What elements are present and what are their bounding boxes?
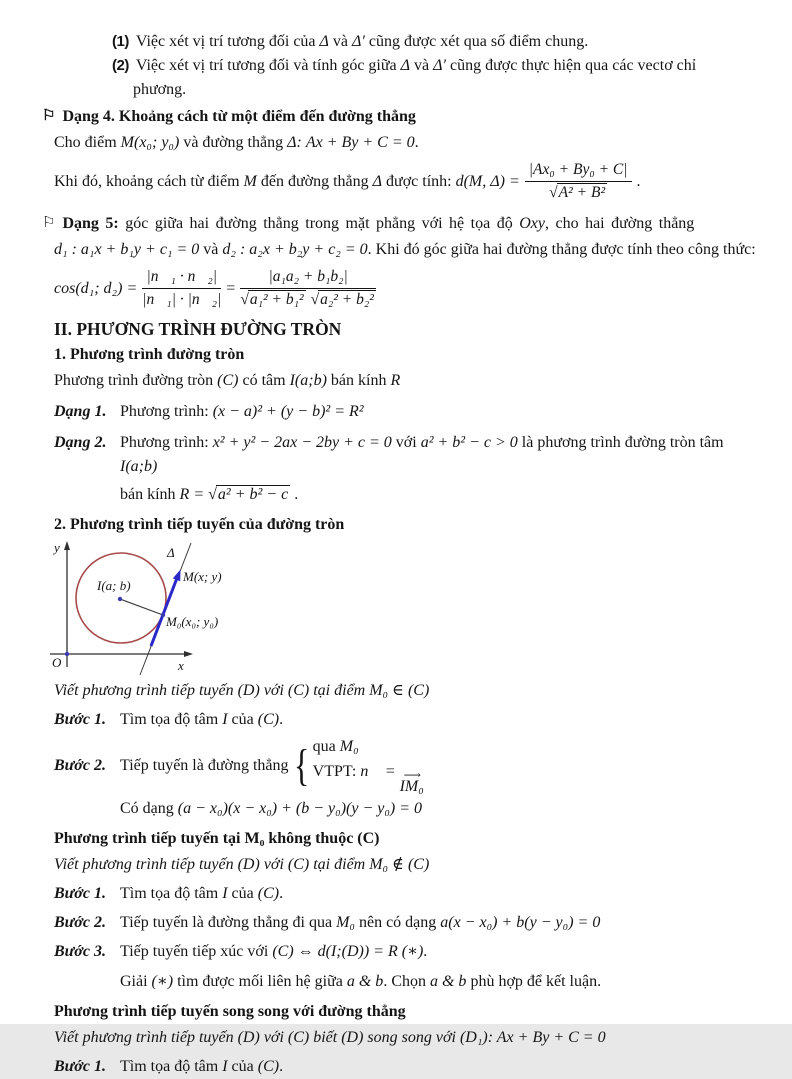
text-run: M(x₀; y₀) (120, 134, 180, 151)
cos-angle-formula (54, 266, 762, 311)
heading-dang-4-text: Dạng 4. Khoảng cách từ một điểm đến đường thẳng (62, 108, 416, 125)
text-run: qua (312, 738, 340, 755)
x-axis-arrow-icon (184, 651, 193, 657)
tangent-at-intro: Viết phương trình tiếp tuyến (D) với (C) tại điểm M₀ ∈ (C) (54, 682, 430, 699)
heading-circle-equation: 1. Phương trình đường tròn (54, 346, 245, 363)
fraction-denominator (240, 289, 376, 310)
text-run: R = (179, 486, 209, 503)
text-run: , cho hai đường thẳng (544, 215, 695, 232)
text-run: R (390, 372, 401, 389)
text-run: d(M, Δ) = (455, 172, 520, 190)
dang5-line-2 (54, 238, 762, 262)
text-run: và (410, 57, 434, 74)
radius-segment (120, 599, 163, 615)
text-run: Phương trình đường tròn (54, 372, 218, 389)
dang1-formula (120, 400, 364, 424)
text-run: của (227, 885, 258, 902)
text-run: I(a;b) (289, 372, 327, 389)
text-run: (C) (257, 1058, 280, 1075)
step-text (120, 882, 762, 906)
text-run: cũng được thực hiện qua các vectơ chỉ (446, 57, 697, 74)
text-run: Tiếp tuyến tiếp xúc với (120, 943, 273, 960)
text-run: phù hợp để kết luận. (466, 973, 602, 990)
text-run: (C) (257, 885, 280, 902)
step-row (54, 911, 762, 935)
text-run: VTPT: (312, 763, 361, 780)
text-run: đến đường thẳng (256, 172, 373, 190)
text-run: (a − x₀)(x − x₀) + (b − y₀)(y − y₀) = 0 (177, 800, 423, 817)
fraction-numerator: |a₁a₂ + b₁b₂| (240, 267, 376, 289)
heading-tangent-outside: Phương trình tiếp tuyến tại M₀ không thuộc (C) (54, 830, 380, 847)
sqrt-sign: √ (549, 184, 558, 201)
text-run: cũng được xét qua số điểm chung. (364, 33, 589, 50)
text-run: Δ (372, 172, 383, 190)
text-run: Giải (120, 973, 152, 990)
sqrt-sign: √ (208, 486, 217, 503)
sqrt-radicand: a₂² + b₂² (320, 291, 374, 308)
text-run: (C) (217, 372, 239, 389)
radius-period: . (290, 486, 299, 503)
step-text (120, 911, 762, 935)
flag-icon: ⚐ (42, 215, 56, 231)
system-brace: { (293, 740, 309, 790)
dang1-label: Dạng 1. (54, 403, 107, 420)
text-run: M₀ (336, 914, 355, 931)
step-text (120, 940, 762, 964)
delta-label: Δ (167, 545, 175, 560)
solve-note-line (54, 970, 762, 994)
dang2-row (54, 431, 762, 479)
text-run: n⃗ = (360, 763, 400, 780)
vector-IM0: ⟶ IM₀ (399, 768, 424, 795)
point-M-label: M(x; y) (183, 569, 222, 584)
text-run: và đường thẳng (179, 134, 288, 151)
text-run: . (279, 885, 284, 902)
text-run: Δ′ (433, 57, 447, 74)
text-run: a & b (346, 973, 384, 990)
cos-lhs: cos(d₁; d₂) = (54, 279, 138, 297)
text-run: . (423, 943, 428, 960)
equals-sign: = (226, 279, 236, 297)
text-run: . (279, 1058, 284, 1075)
tangency-point-M0 (161, 613, 165, 617)
text-run: Cho điểm (54, 134, 121, 151)
text-run: Tìm tọa độ tâm (120, 885, 223, 902)
distance-fraction (525, 160, 632, 203)
tangent-vector-arrow-icon (173, 570, 181, 582)
text-run: I (222, 1058, 228, 1075)
sqrt-sign: √ (310, 291, 320, 308)
step-row (54, 882, 762, 906)
text-run: M₀ (339, 738, 359, 755)
note-2-text (136, 57, 696, 74)
heading-dang-4 (42, 105, 762, 129)
step-label: Bước 3. (54, 943, 106, 960)
fraction-denominator (525, 182, 632, 203)
text-run: (x − a)² + (y − b)² = R² (212, 403, 364, 420)
step-label: Bước 1. (54, 885, 106, 902)
origin-label: O (52, 655, 62, 670)
y-axis-label: y (54, 540, 60, 555)
text-run: Δ′ (352, 33, 365, 50)
text-run: Việc xét vị trí tương đối và tính góc giữa (135, 57, 401, 74)
text-run: Việc xét vị trí tương đối của (135, 33, 320, 50)
sqrt-radicand: a² + b² − c (217, 486, 289, 503)
text-run: Δ (400, 57, 411, 74)
step-row (54, 708, 762, 732)
sqrt-radicand: A² + B² (558, 184, 606, 201)
text-run: d₂ : a₂x + b₂y + c₂ = 0 (222, 241, 368, 258)
step-text (120, 736, 762, 795)
text-run: Tìm tọa độ tâm (120, 1058, 223, 1075)
step-label: Bước 2. (54, 756, 106, 774)
point-M0-label: M₀(x₀; y₀) (166, 614, 219, 629)
vector-arrow-icon: ⟶ (403, 768, 420, 782)
system-line-1 (313, 736, 424, 758)
sqrt-sign: √ (240, 291, 249, 308)
text-run: của (227, 711, 258, 728)
sqrt-radicand: a₁² + b₁² (249, 291, 304, 308)
origin-point (65, 652, 69, 656)
step-label: Bước 1. (54, 711, 106, 728)
heading-dang-5 (42, 212, 762, 236)
dang1-row (54, 400, 762, 424)
note-1-text (136, 33, 588, 50)
text-run: bán kính (120, 486, 180, 503)
y-axis-arrow-icon (64, 541, 70, 550)
text-run: (∗) (151, 973, 174, 990)
text-run: Tìm tọa độ tâm (120, 711, 223, 728)
fraction-numerator: |n⃗₁ · n⃗₂| (142, 267, 221, 289)
step-label: Bước 1. (54, 1058, 106, 1075)
text-run: a² + b² − c > 0 (420, 434, 518, 451)
step-text (120, 708, 762, 732)
text-run: và (328, 33, 353, 50)
text-run: . (279, 711, 284, 728)
flag-icon: ⚐ (42, 108, 56, 124)
text-run: và (199, 241, 223, 258)
tangent-outside-intro: Viết phương trình tiếp tuyến (D) với (C) tại điểm M₀ ∉ (C) (54, 856, 430, 873)
text-run: . (414, 134, 419, 151)
formula-period: . (636, 172, 641, 190)
dang5-line-1 (119, 215, 695, 232)
system-line-2 (313, 761, 424, 795)
text-run: nên có dạng (354, 914, 441, 931)
heading-tangent-parallel: Phương trình tiếp tuyến song song với đường thẳng (54, 1003, 406, 1020)
text-run: I (222, 711, 228, 728)
text-run: Δ (319, 33, 329, 50)
text-run: I (222, 885, 228, 902)
heading-tangent-equation: 2. Phương trình tiếp tuyến của đường tròn (54, 516, 345, 533)
dang2-label: Dạng 2. (54, 434, 107, 451)
circle-tangent-diagram (44, 539, 762, 677)
text-run: góc giữa hai đường thẳng trong mặt phẳng với hệ tọa độ (118, 215, 520, 232)
diagram-svg (44, 539, 324, 677)
system-of-conditions (291, 736, 424, 795)
fraction-denominator: |n⃗₁| · |n⃗₂| (142, 291, 222, 308)
text-run: với (391, 434, 421, 451)
text-run: (C) ⇔ d(I;(D)) = R (∗) (272, 943, 424, 960)
cos-fraction-1 (142, 267, 221, 310)
dang4-formula-lead (54, 170, 520, 194)
text-run: của (227, 1058, 258, 1075)
x-axis-label: x (178, 658, 184, 673)
note-item-2-continuation: phương. (133, 81, 187, 98)
note-2-marker: (2) (112, 57, 129, 74)
text-run: a(x − x₀) + b(y − y₀) = 0 (440, 914, 601, 931)
note-item-1 (54, 30, 762, 54)
step-label: Bước 2. (54, 914, 106, 931)
center-point-I (118, 597, 122, 601)
text-run: Tiếp tuyến là đường thẳng đi qua (120, 914, 337, 931)
text-run: bán kính (326, 372, 391, 389)
step-row (54, 1055, 762, 1079)
dang5-label: Dạng 5: (62, 215, 119, 232)
text-run: có tâm (238, 372, 290, 389)
step-row (54, 736, 762, 795)
text-run: I(a;b) (120, 458, 158, 475)
codang-line (54, 797, 762, 821)
step2-lead: Tiếp tuyến là đường thẳng (120, 756, 289, 774)
text-run: Oxy (519, 215, 545, 232)
heading-section-2: II. PHƯƠNG TRÌNH ĐƯỜNG TRÒN (54, 319, 342, 339)
circle-intro-line (54, 369, 762, 393)
step-text (120, 1055, 762, 1079)
dang4-line-1 (54, 131, 762, 155)
dang2-formula (120, 431, 762, 479)
note-1-marker: (1) (112, 33, 129, 50)
text-run: d₁ : a₁x + b₁y + c₁ = 0 (54, 241, 200, 258)
text-run: . Khi đó góc giữa hai đường thẳng được tính theo công thức: (367, 241, 756, 258)
text-run: Có dạng (120, 800, 178, 817)
text-run: Phương trình: (120, 434, 213, 451)
center-I-label: I(a; b) (97, 578, 131, 593)
text-run: là phương trình đường tròn tâm (517, 434, 724, 451)
cos-fraction-2 (240, 267, 376, 310)
text-run: (C) (257, 711, 280, 728)
text-run: x² + y² − 2ax − 2by + c = 0 (212, 434, 392, 451)
tangent-parallel-intro: Viết phương trình tiếp tuyến (D) với (C) biết (D) song song với (D₁): Ax + By + C = 0 (54, 1029, 606, 1046)
text-run: tìm được mối liên hệ giữa (173, 973, 347, 990)
text-run: Khi đó, khoảng cách từ điểm (54, 172, 244, 190)
step-row (54, 940, 762, 964)
text-run: được tính: (382, 172, 456, 190)
radius-line (54, 483, 762, 507)
radius-lead (120, 486, 208, 503)
fraction-numerator: |Ax₀ + By₀ + C| (525, 160, 632, 182)
text-run: Δ: Ax + By + C = 0 (287, 134, 415, 151)
dang4-distance-formula (54, 159, 762, 204)
text-run: a & b (429, 973, 467, 990)
text-run: Phương trình: (120, 403, 213, 420)
text-run: M (243, 172, 257, 190)
note-item-2 (54, 54, 762, 78)
text-run: . Chọn (383, 973, 430, 990)
